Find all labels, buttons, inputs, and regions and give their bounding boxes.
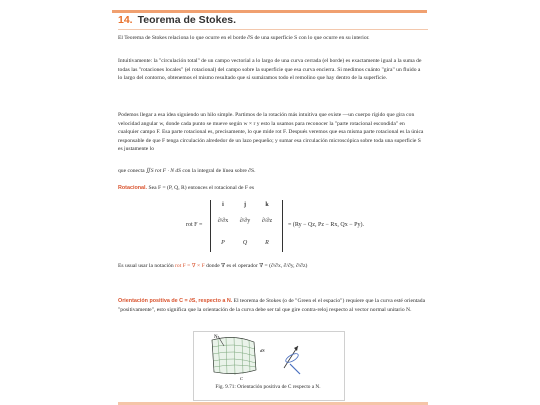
paragraph-surface-integral: [118, 167, 426, 176]
det-cell-ddz: ∂/∂z: [261, 218, 273, 224]
label-dS: dS: [260, 348, 265, 353]
det-cell-i: i: [222, 202, 224, 208]
det-left-bar: [210, 200, 211, 252]
label-N: N: [214, 335, 218, 340]
nabla-pre: Es usual usar la notación: [118, 263, 174, 269]
paragraph-intro: El Teorema de Stokes relaciona lo que ocurre en el borde ∂S de una superficie S con lo que ocurre en su interior.: [118, 35, 370, 41]
det-cell-ddx: ∂/∂x: [217, 218, 229, 224]
orientation-diagram: [284, 346, 300, 374]
heading-rule: [118, 29, 428, 30]
det-lhs: rot F =: [186, 222, 203, 228]
section-heading: [118, 14, 236, 26]
text-post: con la integral de línea sobre ∂S.: [182, 168, 256, 174]
rotational-label: Rotacional.: [118, 185, 148, 191]
rotational-text: Sea F = (P, Q, R) entonces el rotacional de F es: [148, 185, 254, 191]
paragraph-rigid-body: Podemos llegar a esa idea siguiendo un hilo simple. Partimos de la rotación más intuitiva que existe —un cuerpo rígido que gira con velocidad angular w, donde cada punto se mueve según w × r y esto la usamos para reconocer la "parte rotacional escondida" en cualquier campo F. Esa parte rotacional es, precisamente, lo que mide rot F. Después veremos que esa misma parte rotacional es la única responsable de que F tenga circulación alrededor de un lazo pequeño; y sumar esa circulación microscópica sobre toda una superficie S es justamente lo: [118, 112, 424, 153]
det-right-bar: [282, 200, 283, 252]
paragraph-orientation: [118, 297, 426, 314]
paragraph-rotational-def: [118, 184, 426, 193]
det-cell-j: j: [244, 202, 246, 208]
header-accent-bar: [112, 10, 427, 13]
label-C: C: [240, 376, 244, 381]
text-pre: que conecta: [118, 168, 145, 174]
section-number: 14.: [118, 14, 133, 26]
figure-caption: Fig. 9.71: Orientación positiva de C respecto a N.: [215, 384, 321, 390]
nabla-post: donde ∇ es el operador ∇ = (∂/∂x, ∂/∂y, ∂/∂z): [206, 263, 308, 269]
stokes-figure: [194, 332, 344, 384]
det-rhs: = (Ry − Qz, Pz − Rx, Qx − Py).: [288, 222, 364, 228]
paragraph-nabla: [118, 262, 426, 271]
orientation-text: El teorema de Stokes (o de "Green el el espacio") requiere que la curva esté orientada "positivamente", esto significa que la orientación de la curva debe ser tal que gire contra-reloj respecto al vector normal unitario N.: [118, 298, 426, 313]
surface-integral: ∬S rot F · N dS: [145, 168, 181, 174]
det-cell-R: R: [265, 240, 269, 246]
surface-mesh: [212, 337, 256, 375]
det-cell-ddy: ∂/∂y: [239, 218, 251, 224]
paragraph-intuition: Intuitivamente: la "circulación total" de un campo vectorial a lo largo de una curva cerrada (el borde) es exactamente igual a la suma de todas las "rotaciones locales" (el rotacional) del campo sobre la superficie que esa curva encierra. Si medimos cuánto "gira" un fluido a lo largo del contorno, obtenemos el mismo resultado que si sumáramos todo el remolino que hay dentro de la superficie.: [118, 58, 422, 82]
section-title: Teorema de Stokes.: [137, 14, 237, 26]
det-cell-k: k: [265, 202, 269, 208]
det-cell-P: P: [221, 240, 225, 246]
det-cell-Q: Q: [242, 240, 248, 246]
orientation-label: Orientación positiva de C = ∂S, respecto a N.: [118, 298, 233, 304]
nabla-red: rot F = ∇ × F: [175, 263, 205, 269]
figure-box: [193, 331, 345, 401]
